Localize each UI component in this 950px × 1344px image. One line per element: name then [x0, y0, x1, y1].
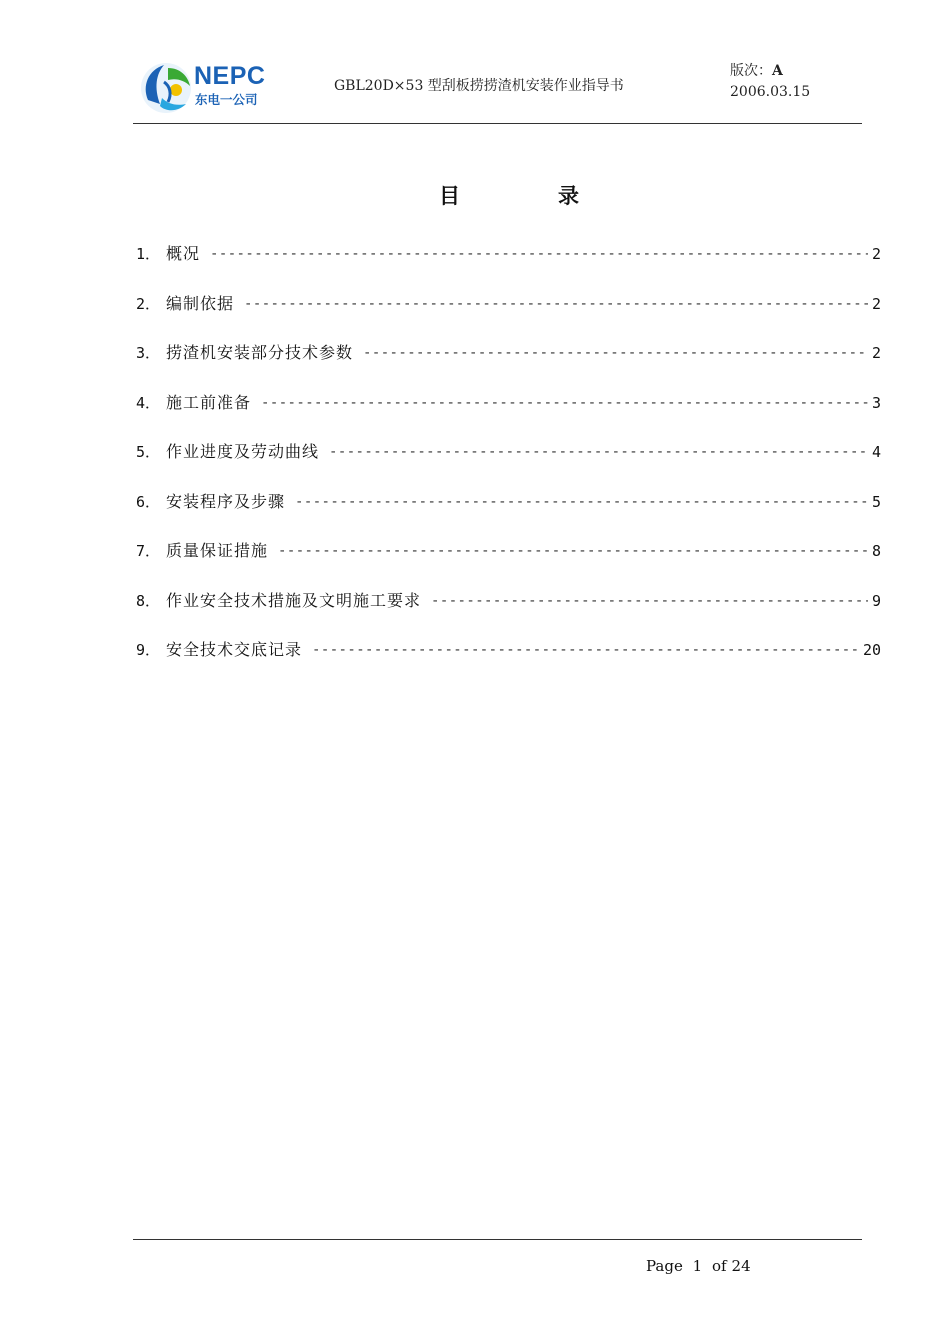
company-logo	[138, 60, 273, 116]
document-title: GBL20D×53 型刮板捞捞渣机安装作业指导书	[334, 78, 624, 94]
revision-date: 2006.03.15	[730, 84, 811, 100]
toc-entry-label: 质量保证措施	[166, 541, 269, 560]
toc-dot-leader	[329, 440, 868, 464]
toc-entry-number: 3．	[136, 344, 161, 362]
toc-dot-leader	[363, 341, 868, 365]
toc-entry-page: 3	[871, 393, 881, 412]
toc-entry-page: 5	[871, 492, 881, 511]
toc-entry-page: 4	[871, 443, 881, 461]
toc-entry-page: 2	[871, 344, 881, 362]
revision-line	[730, 61, 810, 82]
toc-heading-char-2: 录	[558, 184, 579, 208]
toc-entry-label: 作业进度及劳动曲线	[166, 442, 320, 461]
toc-dot-leader	[295, 490, 868, 514]
toc-entry-label: 安全技术交底记录	[166, 640, 303, 659]
toc-entry-label: 捞渣机安装部分技术参数	[166, 343, 354, 362]
toc-entry[interactable]	[136, 638, 881, 688]
toc-dot-leader	[312, 638, 859, 662]
toc-entry-number: 1．	[136, 245, 161, 263]
toc-entry-number: 6．	[136, 492, 161, 511]
toc-entry-page: 8	[871, 542, 881, 560]
toc-entry-page: 9	[871, 591, 881, 610]
toc-dot-leader	[431, 589, 868, 613]
toc-entry-page: 2	[871, 294, 881, 313]
toc-dot-leader	[278, 539, 868, 563]
footer-total-pages: 24	[731, 1257, 751, 1275]
toc-entry[interactable]	[136, 242, 881, 292]
toc-entry-number: 4．	[136, 393, 161, 412]
toc-dot-leader	[244, 292, 868, 316]
toc-entry[interactable]	[136, 341, 881, 391]
toc-entry[interactable]	[136, 440, 881, 490]
toc-dot-leader	[261, 391, 868, 415]
toc-entry[interactable]	[136, 490, 881, 540]
page-footer	[646, 1257, 756, 1275]
toc-entry[interactable]	[136, 292, 881, 342]
logo-subtext: 东电一公司	[195, 92, 258, 107]
toc-entry-label: 施工前准备	[166, 392, 252, 412]
toc-dot-leader	[210, 242, 868, 266]
revision-value: A	[772, 63, 783, 79]
toc-entry-label: 概况	[166, 244, 201, 263]
toc-entry-page: 2	[871, 245, 881, 263]
toc-entry-number: 7．	[136, 542, 161, 560]
footer-divider	[133, 1239, 862, 1240]
toc-heading-char-1: 目	[439, 184, 460, 208]
toc-entry[interactable]	[136, 589, 881, 639]
logo-wordmark: NEPC	[194, 62, 266, 90]
toc-entry-label: 作业安全技术措施及文明施工要求	[166, 590, 422, 610]
footer-page-word: Page	[646, 1257, 683, 1275]
toc-entry-number: 2．	[136, 294, 161, 313]
toc-entry-number: 5．	[136, 443, 161, 461]
revision-block	[730, 61, 810, 103]
toc-entry-label: 安装程序及步骤	[166, 491, 286, 511]
footer-current-page: 1	[692, 1257, 703, 1275]
toc-entry-page: 20	[862, 641, 881, 659]
header-divider	[133, 123, 862, 124]
toc-entry-label: 编制依据	[166, 293, 235, 313]
revision-label: 版次：	[730, 63, 772, 79]
toc-entry[interactable]	[136, 391, 881, 441]
footer-of-word: of	[711, 1257, 727, 1275]
page-header	[133, 55, 862, 123]
toc-entry-number: 9．	[136, 641, 161, 659]
table-of-contents	[136, 242, 881, 688]
toc-entry-number: 8．	[136, 591, 161, 610]
logo-emblem-icon	[138, 60, 194, 116]
toc-heading	[0, 180, 950, 214]
toc-entry[interactable]	[136, 539, 881, 589]
